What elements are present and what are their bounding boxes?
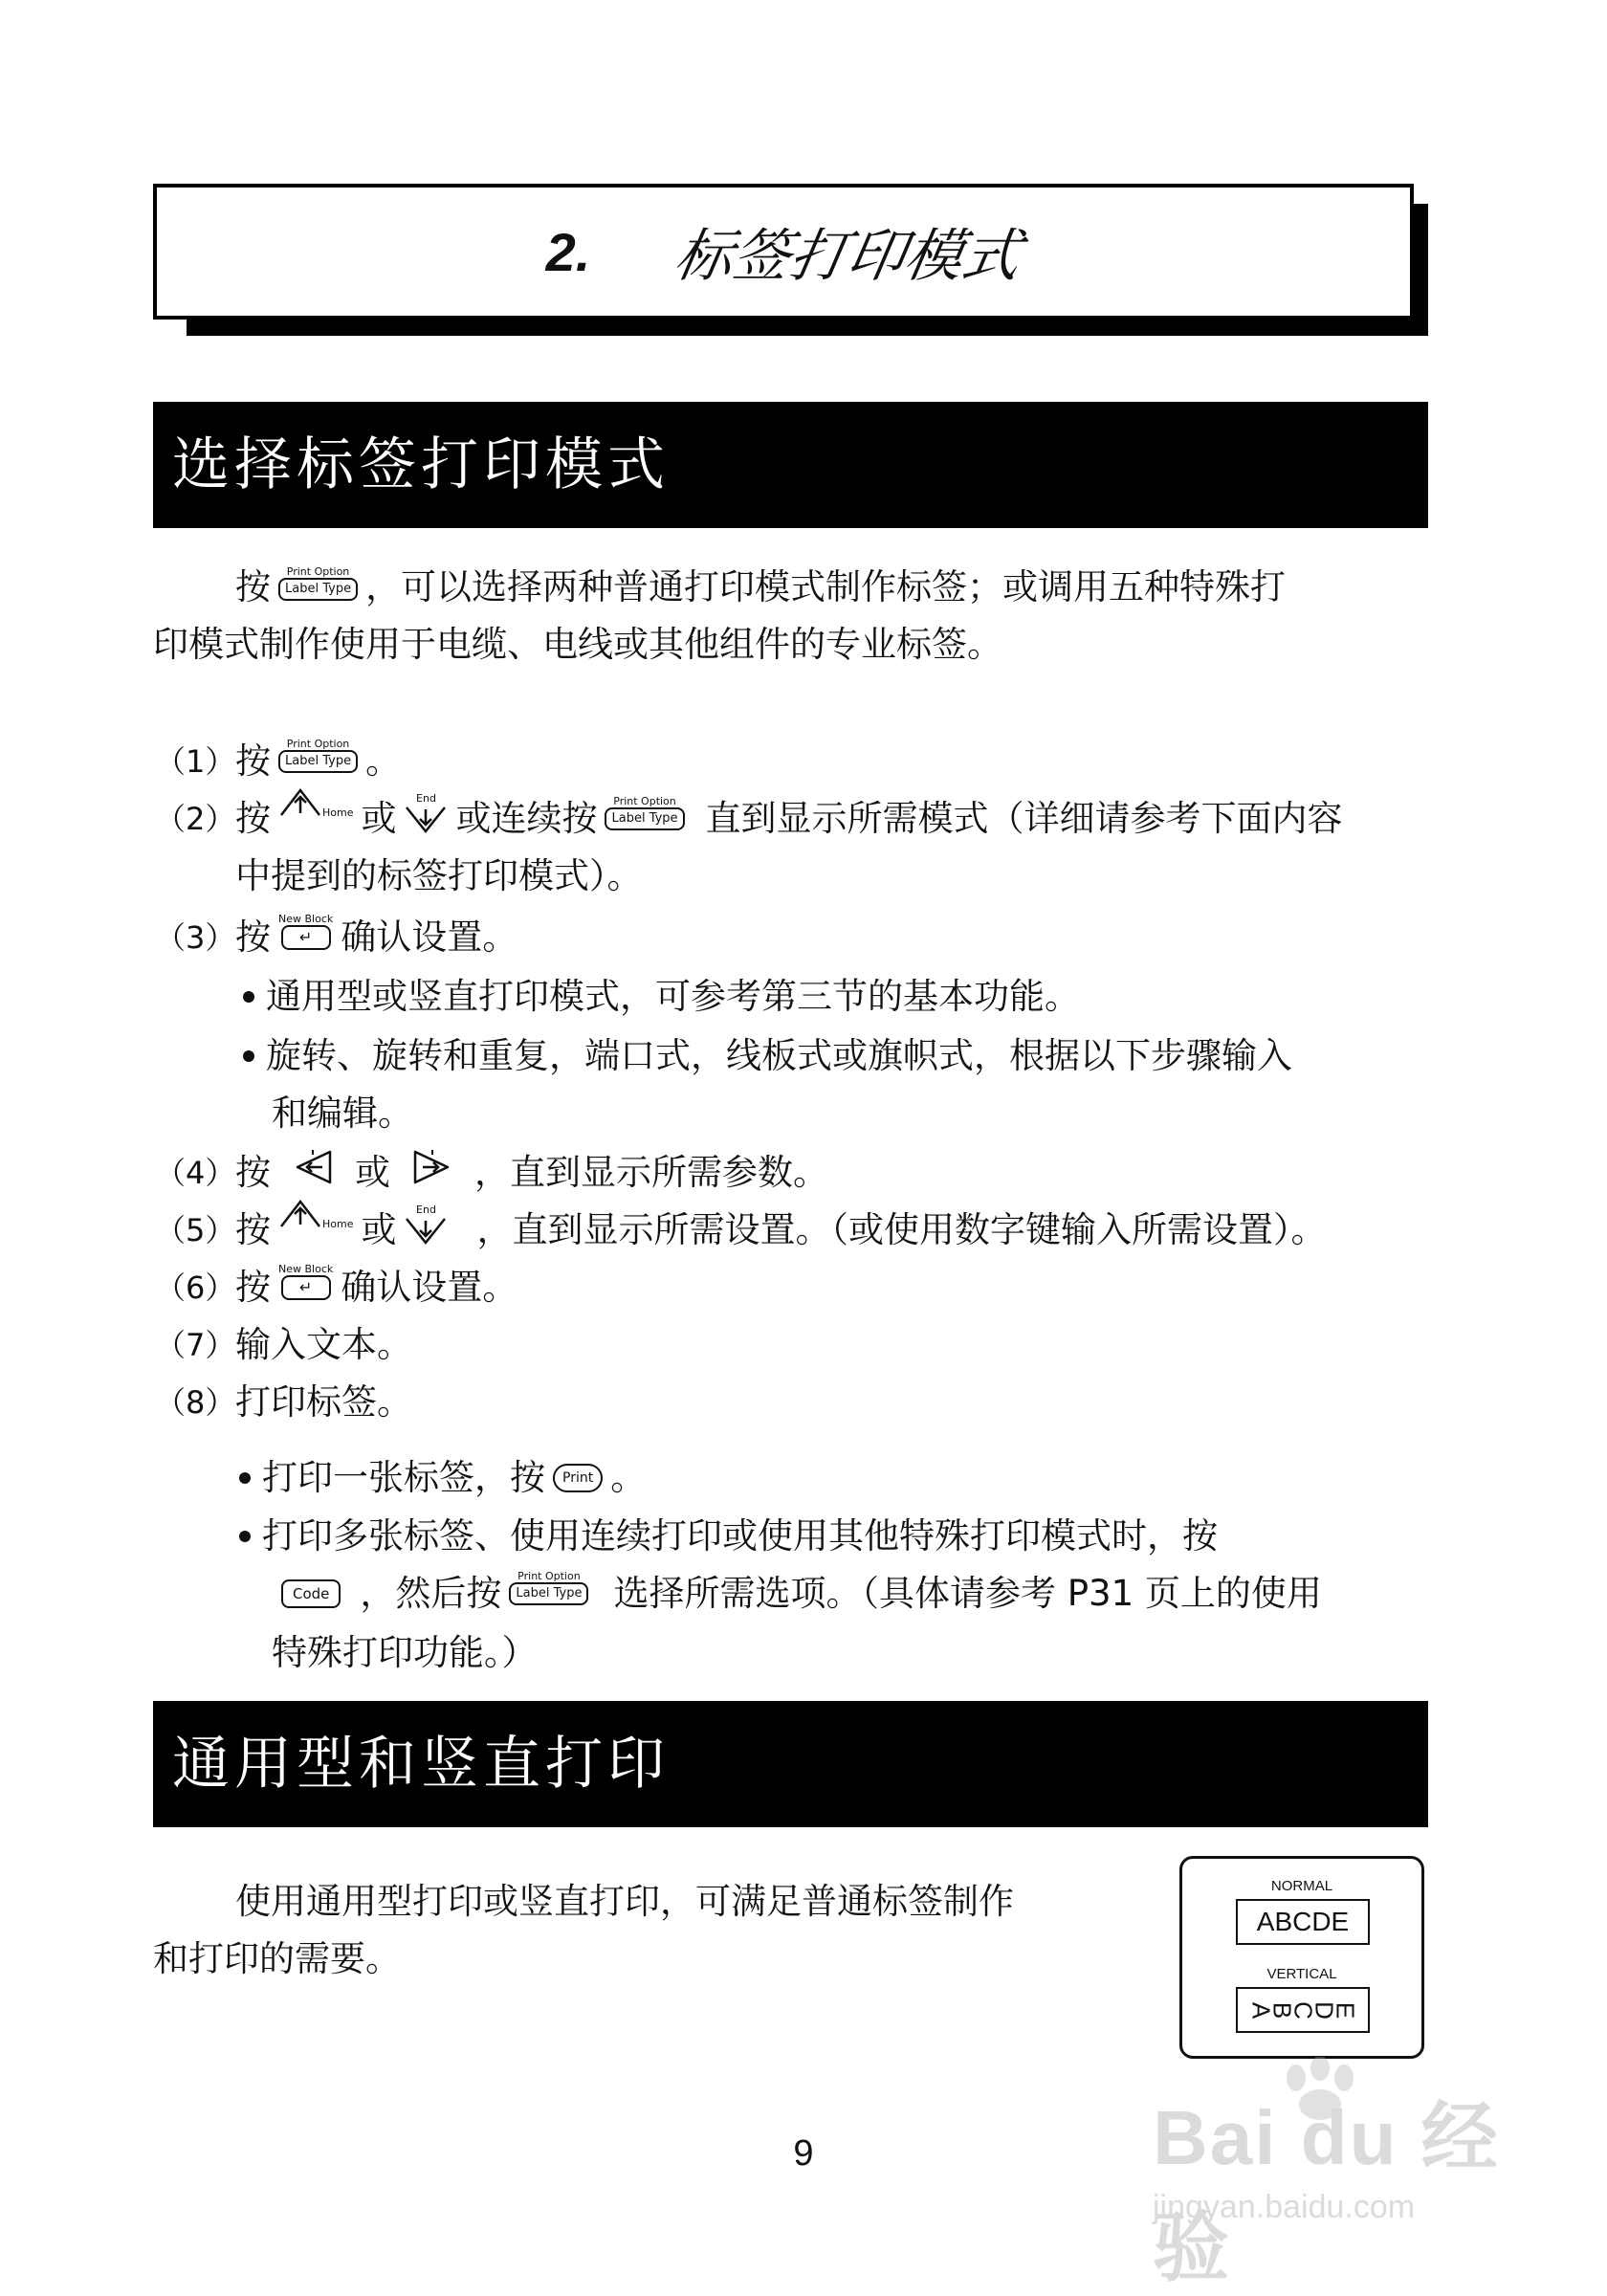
step-number: （6） [155,1269,236,1306]
step-2-continued: 中提到的标签打印模式）。 [235,855,643,896]
end-down-arrow-key-icon [404,1204,448,1245]
step-number: （7） [155,1327,236,1363]
step-text: 按 [235,1152,271,1193]
step-number: （3） [155,919,236,956]
step-4 [155,1144,828,1202]
step-text: 确认设置。 [341,916,518,958]
key-caption: New Block [278,913,334,925]
step-8-bullet-2-continued: 特殊打印功能。） [272,1632,538,1673]
left-cursor-key-icon [292,1148,334,1186]
enter-key-icon [278,1264,333,1300]
key-caption: Print Option [517,1570,581,1582]
vertical-caption: VERTICAL [1266,1966,1337,1982]
step-number: （1） [155,743,236,780]
vertical-char: C [1288,2000,1318,2020]
bullet-dot-icon [243,1050,254,1062]
intro-text-b: ，可以选择两种普通打印模式制作标签；或调用五种特殊打 [365,566,1287,607]
step-3-bullet-2-continued: 和编辑。 [272,1093,413,1134]
end-down-arrow-key-icon [404,793,448,833]
label-sample-illustration [1179,1856,1424,2059]
key-label: Label Type [278,750,358,773]
step-text: 或 [361,798,397,839]
intro-line-1 [235,559,1286,616]
key-label: Code [281,1579,341,1608]
bullet-text: 打印一张标签，按 [262,1457,545,1498]
watermark-url: jingyan.baidu.com [1153,2189,1416,2225]
bullet-text: 打印多张标签、使用连续打印或使用其他特殊打印模式时，按 [262,1515,1218,1556]
bullet-text: 。 [610,1457,647,1498]
right-cursor-key-icon [411,1148,453,1186]
code-key-icon [281,1579,341,1608]
vertical-char: D [1310,2000,1339,2020]
key-label: Print [553,1464,603,1492]
step-text: ，直到显示所需设置。（或使用数字键输入所需设置）。 [476,1209,1327,1250]
step-text: 按 [235,916,271,958]
vertical-char: E [1331,2001,1360,2019]
step-text: 按 [235,1209,271,1250]
step-number: （8） [155,1384,236,1421]
key-caption: Home [322,806,354,819]
key-label: Label Type [509,1582,588,1605]
chapter-title: 标签打印模式 [670,223,1026,290]
step-8-bullet-1 [239,1449,646,1507]
key-label: Label Type [605,807,684,830]
intro-line-2: 印模式制作使用于电缆、电线或其他组件的专业标签。 [153,624,1002,665]
step-text: 或连续按 [455,798,598,839]
step-2 [155,790,1343,848]
key-label: ↵ [281,1275,331,1300]
step-8-bullet-2-line-2 [272,1565,1322,1623]
key-caption: New Block [278,1263,334,1275]
step-8 [155,1374,412,1431]
home-up-arrow-key-icon [278,1196,353,1253]
enter-key-icon [278,914,333,950]
step-text: 或 [355,1152,390,1193]
step-text: ，直到显示所需参数。 [474,1152,828,1193]
key-label: Label Type [278,578,358,601]
key-caption: End [416,1203,436,1216]
step-text: 直到显示所需模式（详细请参考下面内容 [705,798,1343,839]
chapter-number: 2. [545,221,591,282]
step-text: 。 [365,740,402,782]
bullet-dot-icon [239,1531,251,1542]
step-7 [155,1316,412,1374]
bullet-text: 选择所需选项。（具体请参考 P31 页上的使用 [613,1573,1322,1614]
vertical-char: A [1246,2001,1276,2019]
step-text: 按 [235,740,271,782]
baidu-watermark [1153,2057,1526,2290]
print-key-icon [553,1464,603,1492]
page-number: 9 [793,2133,814,2174]
key-label: ↵ [281,925,331,950]
step-3-bullet-2 [243,1027,1292,1085]
home-up-arrow-key-icon [278,784,353,842]
key-caption: Print Option [286,738,350,750]
bullet-text: 旋转、旋转和重复，端口式，线板式或旗帜式，根据以下步骤输入 [266,1035,1292,1076]
key-caption: Home [322,1218,354,1230]
step-text: 或 [361,1209,397,1250]
key-caption: Print Option [613,795,676,807]
step-5 [155,1202,1326,1259]
step-number: （5） [155,1212,236,1248]
bullet-text: 通用型或竖直打印模式，可参考第三节的基本功能。 [266,976,1080,1017]
step-3-bullet-1 [243,968,1080,1026]
bullet-dot-icon [243,991,254,1003]
normal-caption: NORMAL [1270,1878,1333,1894]
section2-paragraph-line-2: 和打印的需要。 [153,1938,401,1979]
step-text: 确认设置。 [341,1267,518,1308]
bullet-dot-icon [239,1472,251,1484]
label-type-key-icon [278,739,358,773]
section-heading-normal-vertical: 通用型和竖直打印 [153,1701,1428,1827]
step-text: 按 [235,798,271,839]
watermark-brand: Bai du 经验 [1153,2095,1500,2290]
step-number: （2） [155,801,236,837]
normal-label-sample: ABCDE [1236,1899,1370,1945]
chapter-title-box [153,184,1414,320]
step-number: （4） [155,1155,236,1191]
intro-text-a: 按 [235,566,271,607]
label-type-key-icon [278,566,358,601]
key-caption: Print Option [286,564,350,578]
label-type-key-icon [605,796,684,830]
step-text: 按 [235,1267,271,1308]
step-3 [155,909,517,966]
section2-paragraph-line-1: 使用通用型打印或竖直打印，可满足普通标签制作 [235,1881,1014,1922]
step-text: 输入文本。 [235,1324,412,1365]
bullet-text: ，然后按 [360,1573,502,1614]
vertical-label-sample [1236,1987,1370,2033]
key-caption: End [416,792,436,805]
step-8-bullet-2 [239,1508,1218,1565]
step-6 [155,1259,517,1316]
step-1 [155,733,401,790]
section-heading-select-mode: 选择标签打印模式 [153,402,1428,528]
vertical-char: B [1267,2001,1297,2019]
label-type-key-icon [509,1571,588,1605]
step-text: 打印标签。 [235,1381,412,1423]
